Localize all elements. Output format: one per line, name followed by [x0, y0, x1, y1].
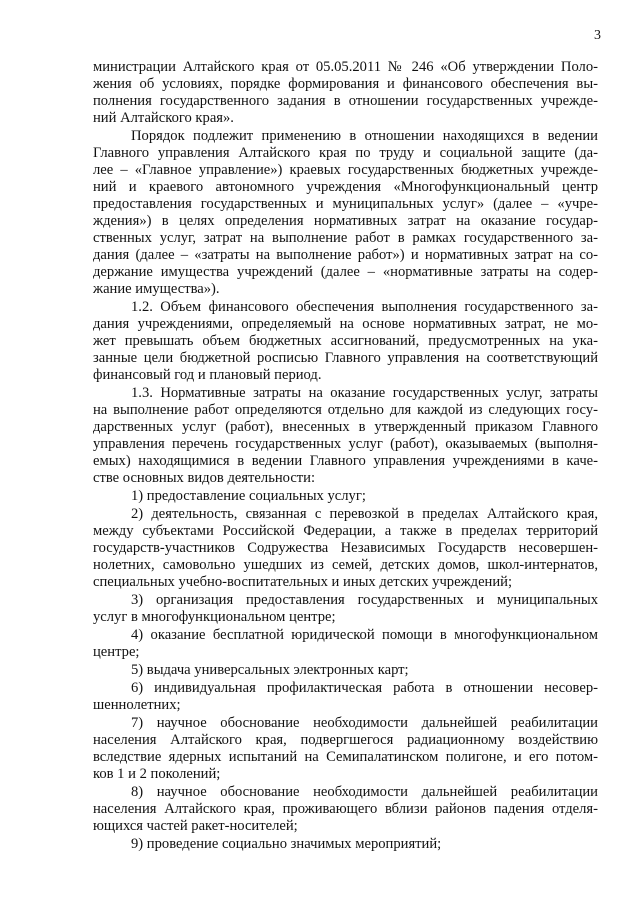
text-line: центре; — [93, 644, 140, 660]
text-line: управления перечень государственных услуг (работ), оказываемых (выполня- — [93, 436, 598, 452]
text-line: специальных учебно-воспитательных и иных детских учреждений; — [93, 574, 513, 590]
text-line: населения Алтайского края, подвергшегося радиационному воздействию — [93, 732, 598, 748]
paragraph-section-1-2 — [93, 299, 598, 384]
list-item — [93, 627, 598, 661]
text-line: 6) индивидуальная профилактическая работа в отношении несовер- — [131, 680, 598, 696]
list-item — [93, 506, 598, 591]
text-line: Порядок подлежит применению в отношении находящихся в ведении — [131, 128, 598, 144]
text-line: жения об условиях, порядке формирования и финансового обеспечения вы- — [93, 76, 598, 92]
text-line: населения Алтайского края, проживающего вблизи районов падения отделя- — [93, 801, 598, 817]
text-line: ний и краевого автономного учреждения «Многофункциональный центр — [93, 179, 598, 195]
text-line: стве основных видов деятельности: — [93, 470, 316, 486]
text-line: Главного управления Алтайского края по труду и социальной защите (да- — [93, 145, 598, 161]
text-line: 9) проведение социально значимых мероприятий; — [131, 836, 442, 852]
text-line: 1) предоставление социальных услуг; — [131, 488, 366, 504]
text-line: между субъектами Российской Федерации, а также в пределах территорий — [93, 523, 598, 539]
text-line: полнения государственного задания в отношении государственных учрежде- — [93, 93, 598, 109]
list-item — [93, 488, 598, 505]
text-line: 2) деятельность, связанная с перевозкой в пределах Алтайского края, — [131, 506, 598, 522]
text-line: 8) научное обоснование необходимости дальнейшей реабилитации — [131, 784, 598, 800]
paragraph-regulation-reference — [93, 59, 598, 127]
list-item — [93, 836, 598, 853]
paragraph-scope — [93, 128, 598, 298]
list-item — [93, 662, 598, 679]
text-line: 7) научное обоснование необходимости дальнейшей реабилитации — [131, 715, 598, 731]
text-line: государств-участников Содружества Независимых Государств несовершен- — [93, 540, 598, 556]
list-item — [93, 715, 598, 783]
text-line: 3) организация предоставления государственных и муниципальных — [131, 592, 598, 608]
text-line: дания (далее – «затраты на выполнение работ») и нормативных затрат на со- — [93, 247, 598, 263]
text-line: ственных услуг, затрат на выполнение работ в рамках государственного за- — [93, 230, 598, 246]
text-line: 5) выдача универсальных электронных карт; — [131, 662, 409, 678]
list-item — [93, 680, 598, 714]
text-line: жет превышать объем бюджетных ассигнований, предусмотренных на ука- — [93, 333, 598, 349]
text-line: министрации Алтайского края от 05.05.2011 № 246 «Об утверждении Поло- — [93, 59, 598, 75]
text-line: жание имущества»). — [93, 281, 220, 297]
text-line: ков 1 и 2 поколений; — [93, 766, 221, 782]
text-line: предоставления государственных и муниципальных услуг» (далее – «учре- — [93, 196, 598, 212]
text-line: дарственных услуг (работ), внесенных в утвержденный приказом Главного — [93, 419, 598, 435]
text-line: шеннолетних; — [93, 697, 181, 713]
text-line: занные цели бюджетной росписью Главного управления на соответствующий — [93, 350, 598, 366]
text-line: дания учреждениями, определяемый на основе нормативных затрат, не мо- — [93, 316, 598, 332]
text-line: услуг в многофункциональном центре; — [93, 609, 336, 625]
text-line: вследствие ядерных испытаний на Семипалатинском полигоне, и его потом- — [93, 749, 598, 765]
text-line: на выполнение работ определяются отдельно для каждой из следующих госу- — [93, 402, 598, 418]
text-line: ющихся частей ракет-носителей; — [93, 818, 298, 834]
text-line: 1.2. Объем финансового обеспечения выполнения государственного за- — [131, 299, 598, 315]
document-body — [93, 59, 598, 854]
text-line: 1.3. Нормативные затраты на оказание государственных услуг, затраты — [131, 385, 598, 401]
text-line: ний Алтайского края». — [93, 110, 234, 126]
text-line: нолетних, самовольно ушедших из семей, детских домов, школ-интернатов, — [93, 557, 598, 573]
text-line: ждения») в целях определения нормативных затрат на оказание государ- — [93, 213, 598, 229]
page-number: 3 — [594, 28, 601, 43]
text-line: емых) находящимися в ведении Главного управления учреждениями в каче- — [93, 453, 598, 469]
text-line: лее – «Главное управление») краевых государственных бюджетных учрежде- — [93, 162, 598, 178]
list-item — [93, 592, 598, 626]
list-item — [93, 784, 598, 835]
text-line: финансовый год и плановый период. — [93, 367, 322, 383]
text-line: 4) оказание бесплатной юридической помощи в многофункциональном — [131, 627, 598, 643]
text-line: держание имущества учреждений (далее – «нормативные затраты на содер- — [93, 264, 598, 280]
paragraph-section-1-3 — [93, 385, 598, 487]
